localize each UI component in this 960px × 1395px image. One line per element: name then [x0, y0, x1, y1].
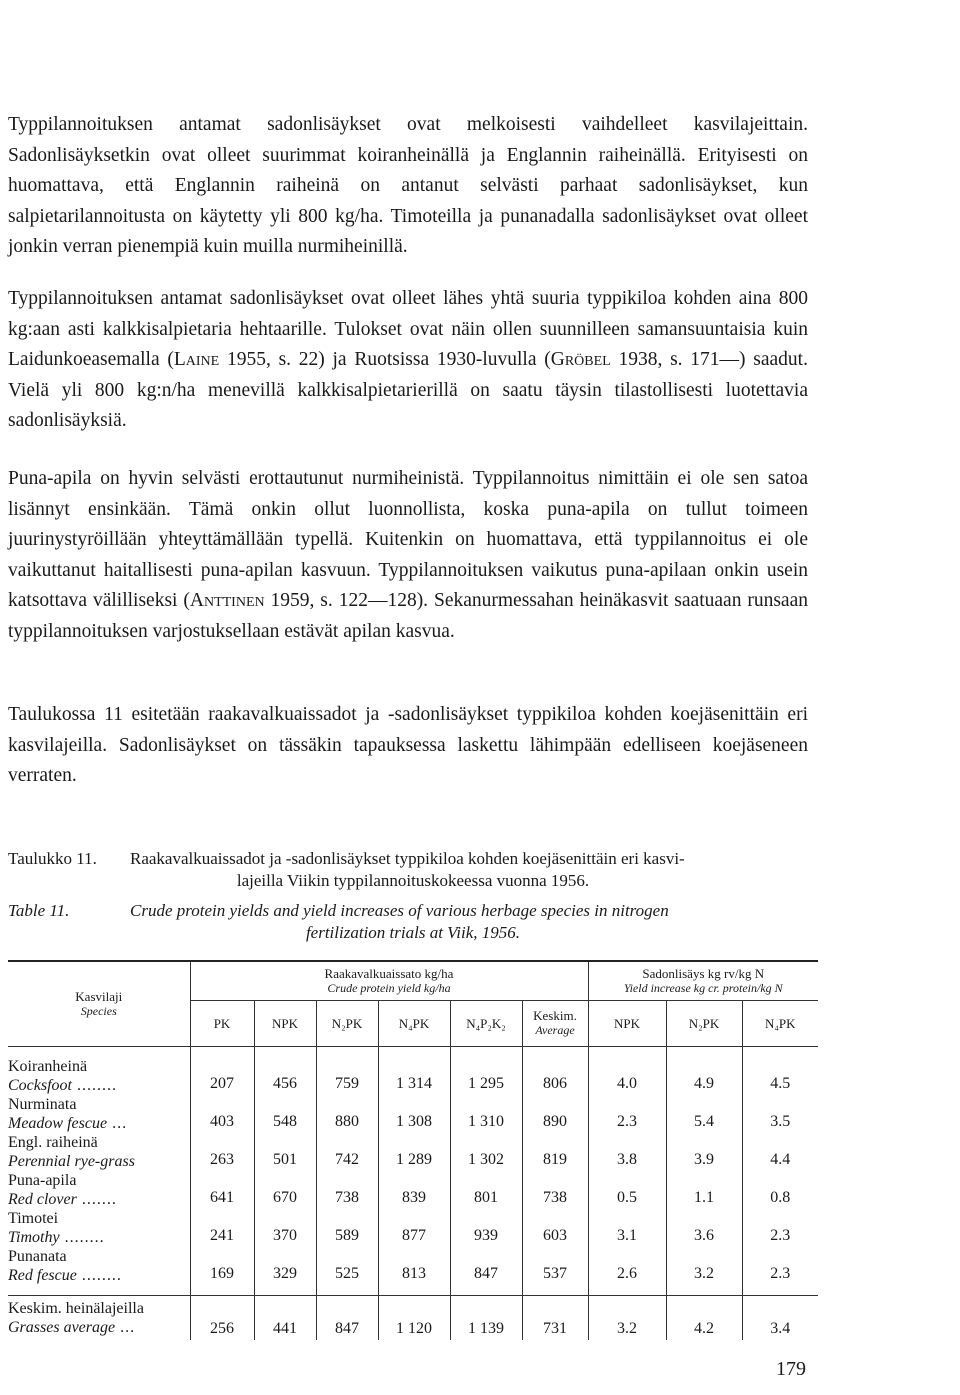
- table-cell: 4.4: [742, 1133, 818, 1171]
- table-cell: 4.0: [588, 1057, 666, 1095]
- table-cell: 2.3: [742, 1209, 818, 1247]
- row-label: Nurminata Meadow fescue ...: [8, 1095, 128, 1132]
- table-cell: 256: [190, 1296, 254, 1340]
- table-cell: 731: [522, 1296, 588, 1340]
- table-cell: 1 295: [450, 1057, 522, 1095]
- table-cell: 847: [450, 1247, 522, 1285]
- col-header: N₂PK: [316, 1000, 378, 1046]
- table-cell: 548: [254, 1095, 316, 1133]
- table-cell: 939: [450, 1209, 522, 1247]
- col-header: N₂PK: [666, 1000, 742, 1046]
- col-header: N₄PK: [742, 1000, 818, 1046]
- table-cell: 3.4: [742, 1296, 818, 1340]
- table-cell: 4.5: [742, 1057, 818, 1095]
- col-header: N₄PK: [378, 1000, 450, 1046]
- page-number: 179: [776, 1358, 806, 1380]
- table-cell: 738: [316, 1171, 378, 1209]
- col-header: PK: [190, 1000, 254, 1046]
- yield-group-header: Raakavalkuaissato kg/ha Crude protein yield kg/ha: [190, 962, 588, 1000]
- table-cell: 1 139: [450, 1296, 522, 1340]
- table-cell: 801: [450, 1171, 522, 1209]
- table-cell: 456: [254, 1057, 316, 1095]
- table-cell: 241: [190, 1209, 254, 1247]
- table-row: [8, 1209, 818, 1247]
- table-cell: 2.3: [742, 1247, 818, 1285]
- table-cell: 3.1: [588, 1209, 666, 1247]
- table-cell: 3.8: [588, 1133, 666, 1171]
- col-header: NPK: [588, 1000, 666, 1046]
- col-header: N₄P₂K₂: [450, 1000, 522, 1046]
- table-cell: 2.3: [588, 1095, 666, 1133]
- table-cell: 641: [190, 1171, 254, 1209]
- table-cell: 3.2: [588, 1296, 666, 1340]
- table-cell: 4.9: [666, 1057, 742, 1095]
- table-caption-finnish: [8, 848, 818, 892]
- row-label: Punanata Red fescue ........: [8, 1247, 122, 1284]
- table-cell: 759: [316, 1057, 378, 1095]
- table-cell: 589: [316, 1209, 378, 1247]
- table-caption-english: [8, 900, 818, 944]
- table-cell: 4.2: [666, 1296, 742, 1340]
- table-cell: 537: [522, 1247, 588, 1285]
- table-cell: 877: [378, 1209, 450, 1247]
- table-cell: 670: [254, 1171, 316, 1209]
- table-cell: 1 120: [378, 1296, 450, 1340]
- paragraph-4: Taulukossa 11 esitetään raakavalkuaissadot ja -sadonlisäykset typpikiloa kohden koejäsenittäin eri kasvilajeilla. Sadonlisäykset on tässäkin tapauksessa laskettu lähimpään edelliseen koejäseneen verraten.: [8, 704, 808, 787]
- table-cell: 370: [254, 1209, 316, 1247]
- table-cell: 880: [316, 1095, 378, 1133]
- table-cell: 603: [522, 1209, 588, 1247]
- row-label: Puna-apila Red clover .......: [8, 1171, 117, 1208]
- table-cell: 3.5: [742, 1095, 818, 1133]
- row-label: Keskim. heinälajeilla Grasses average ...: [8, 1299, 144, 1336]
- row-label: Engl. raiheinä Perennial rye-grass: [8, 1133, 135, 1170]
- table-row-average: [8, 1296, 818, 1340]
- paragraph-2: Typpilannoituksen antamat sadonlisäykset ovat olleet lähes yhtä suuria typpikiloa kohden aina 800 kg:aan asti kalkkisalpietaria hehtaarille. Tulokset ovat näin ollen suunnilleen samansuuntaisia kuin Laidunkoeasemalla (Laine 1955, s. 22) ja Ruotsissa 1930-luvulla (Gröbel 1938, s. 171—) saadut. Vielä yli 800 kg:n/ha menevillä kalkkisalpietarierillä on saatu täysin tilastollisesti luotettavia sadonlisäyksiä.: [8, 288, 808, 432]
- table-cell: 169: [190, 1247, 254, 1285]
- table-cell: 3.9: [666, 1133, 742, 1171]
- species-header: Kasvilaji Species: [75, 988, 123, 1018]
- table-cell: 329: [254, 1247, 316, 1285]
- citation-author: Gröbel: [550, 349, 611, 371]
- table-cell: 207: [190, 1057, 254, 1095]
- table-cell: 890: [522, 1095, 588, 1133]
- table-cell: 0.8: [742, 1171, 818, 1209]
- caption-text: Raakavalkuaissadot ja -sadonlisäykset typpikiloa kohden koejäsenittäin eri kasvi-: [130, 849, 685, 868]
- table-cell: 1 314: [378, 1057, 450, 1095]
- caption-text-cont: lajeilla Viikin typpilannoituskokeessa vuonna 1956.: [236, 871, 590, 890]
- table-cell: 1 302: [450, 1133, 522, 1171]
- data-table: [8, 960, 818, 1340]
- caption-text: Crude protein yields and yield increases of various herbage species in nitrogen: [130, 901, 669, 920]
- table-cell: 263: [190, 1133, 254, 1171]
- table-cell: 2.6: [588, 1247, 666, 1285]
- table-cell: 839: [378, 1171, 450, 1209]
- table-row: [8, 1133, 818, 1171]
- table-cell: 501: [254, 1133, 316, 1171]
- increase-group-header: Sadonlisäys kg rv/kg N Yield increase kg cr. protein/kg N: [588, 962, 818, 1000]
- table-cell: 806: [522, 1057, 588, 1095]
- caption-label: Taulukko 11.: [8, 849, 97, 868]
- col-header-average: Keskim. Average: [522, 1000, 588, 1046]
- table-cell: 525: [316, 1247, 378, 1285]
- row-label: Timotei Timothy ........: [8, 1209, 105, 1246]
- citation-author: Laine: [173, 349, 220, 371]
- table-cell: 742: [316, 1133, 378, 1171]
- table-cell: 3.6: [666, 1209, 742, 1247]
- table-row: [8, 1171, 818, 1209]
- table-cell: 403: [190, 1095, 254, 1133]
- caption-label: Table 11.: [8, 901, 70, 920]
- table-cell: 819: [522, 1133, 588, 1171]
- citation-author: Anttinen: [189, 590, 265, 612]
- table-cell: 3.2: [666, 1247, 742, 1285]
- table-cell: 5.4: [666, 1095, 742, 1133]
- table-cell: 813: [378, 1247, 450, 1285]
- paragraph-1: Typpilannoituksen antamat sadonlisäykset ovat melkoisesti vaihdelleet kasvilajeittain. Sadonlisäyksetkin ovat olleet suurimmat koiranheinällä ja Englannin raiheinällä. Erityisesti on huomattava, että Englannin raiheinä on antanut selvästi parhaat sadonlisäykset, kun salpietarilannoitusta on käytetty yli 800 kg/ha. Timoteilla ja punanadalla sadonlisäykset ovat olleet jonkin verran pienempiä kuin muilla nurmiheinillä.: [8, 114, 808, 258]
- table-cell: 738: [522, 1171, 588, 1209]
- table-cell: 1 308: [378, 1095, 450, 1133]
- paragraph-3: Puna-apila on hyvin selvästi erottautunut nurmiheinistä. Typpilannoitus nimittäin ei ole sen satoa lisännyt ensinkään. Tämä onkin ollut luonnollista, koska puna-apila on tullut toimeen juurinystyröillään yhteyttämällään typellä. Kuitenkin on huomattava, että typpilannoitus ei ole vaikuttanut haitallisesti puna-apilan kasvuun. Typpilannoituksen vaikutus puna-apilaan onkin usein katsottava välilliseksi (Anttinen 1959, s. 122—128). Sekanurmessahan heinäkasvit saatuaan runsaan typpilannoituksen varjostuksellaan estävät apilan kasvua.: [8, 468, 808, 642]
- table-cell: 1 289: [378, 1133, 450, 1171]
- table-row: [8, 1057, 818, 1095]
- table-cell: 1.1: [666, 1171, 742, 1209]
- table-cell: 1 310: [450, 1095, 522, 1133]
- caption-text-cont: fertilization trials at Viik, 1956.: [305, 923, 521, 942]
- table-row: [8, 1095, 818, 1133]
- table-cell: 847: [316, 1296, 378, 1340]
- table-cell: 0.5: [588, 1171, 666, 1209]
- table-cell: 441: [254, 1296, 316, 1340]
- row-label: Koiranheinä Cocksfoot ........: [8, 1057, 117, 1094]
- col-header: NPK: [254, 1000, 316, 1046]
- table-row: [8, 1247, 818, 1285]
